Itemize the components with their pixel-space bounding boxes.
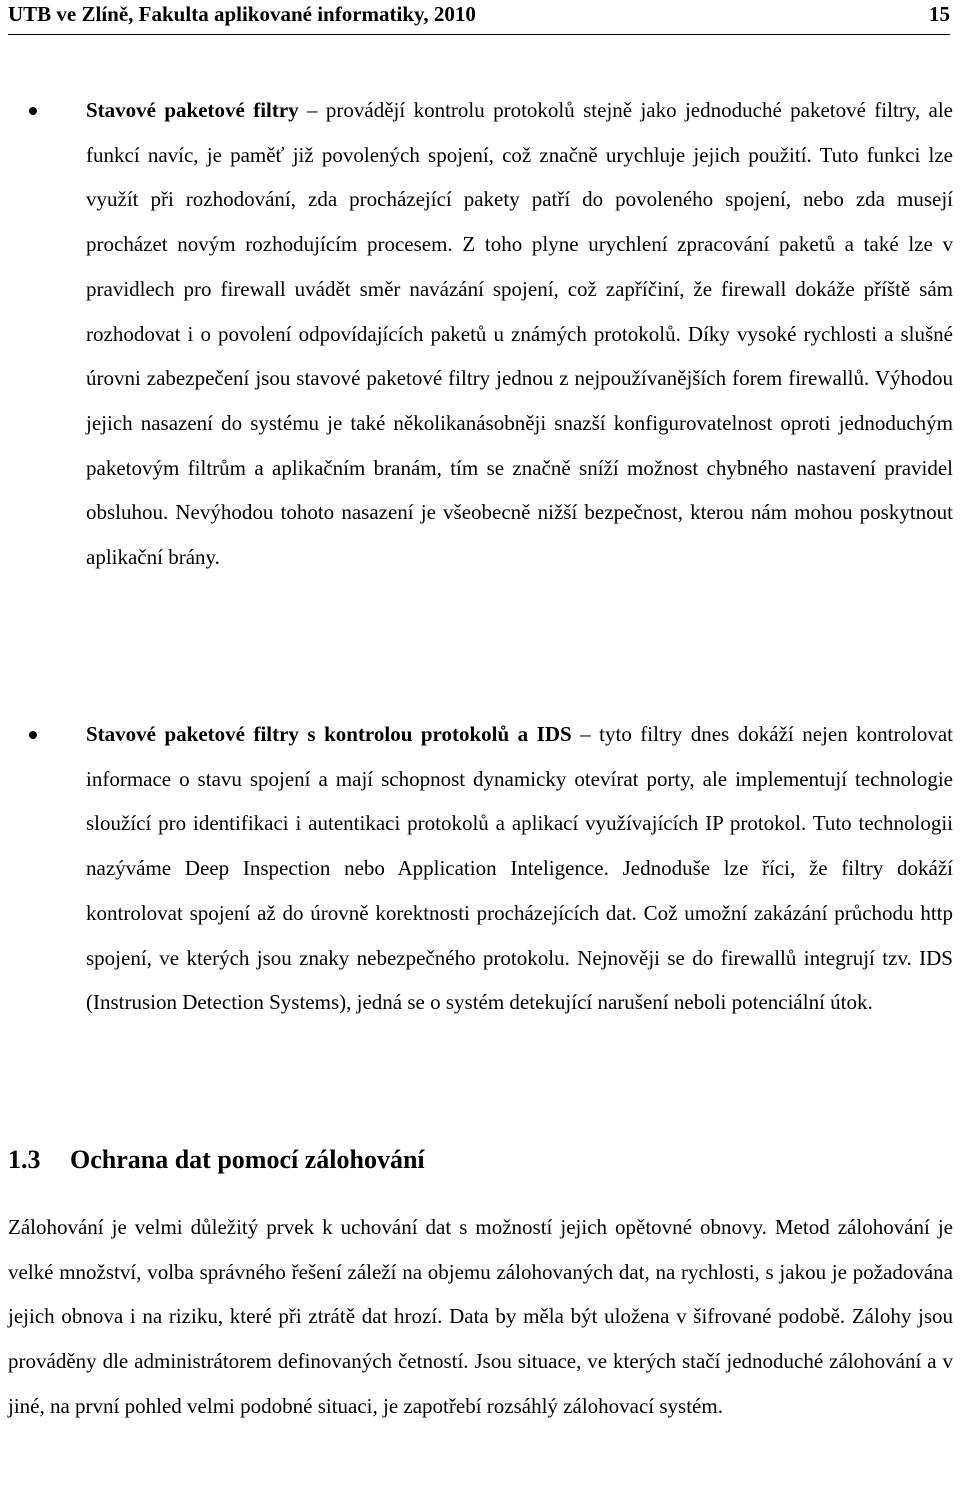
bullet-term: Stavové paketové filtry s kontrolou protokolů a IDS <box>86 722 572 746</box>
bullet-icon <box>29 107 37 115</box>
body-paragraph: Zálohování je velmi důležitý prvek k uchování dat s možností jejich opětovné obnovy. Metod zálohování je velké množství, volba správného řešení záleží na objemu zálohovaných dat, na rychlosti, s jakou je požadována jejich obnova i na riziku, které při ztrátě dat hrozí. Data by měla být uložena v šifrované podobě. Zálohy jsou prováděny dle administrátorem definovaných četností. Jsou situace, ve kterých stačí jednoduché zálohování a v jiné, na první pohled velmi podobné situaci, je zapotřebí rozsáhlý zálohovací systém. <box>8 1215 953 1418</box>
bullet-item-stateful-filters <box>86 88 953 580</box>
bullet-icon <box>29 731 37 739</box>
section-number: 1.3 <box>8 1145 41 1174</box>
section-title: Ochrana dat pomocí zálohování <box>70 1145 425 1174</box>
section-heading <box>8 1145 425 1175</box>
page-header <box>8 0 950 35</box>
header-title: UTB ve Zlíně, Fakulta aplikované informatiky, 2010 <box>8 2 476 26</box>
page-number: 15 <box>929 2 950 26</box>
bullet-term: Stavové paketové filtry <box>86 98 299 122</box>
bullet-text: – tyto filtry dnes dokáží nejen kontrolovat informace o stavu spojení a mají schopnost dynamicky otevírat porty, ale implementují technologie sloužící pro identifikaci i autentikaci protokolů a aplikací využívajících IP protokol. Tuto technologii nazýváme Deep Inspection nebo Application Inteligence. Jednoduše lze říci, že filtry dokáží kontrolovat spojení až do úrovně korektnosti procházejících dat. Což umožní zakázání průchodu http spojení, ve kterých jsou znaky nebezpečného protokolu. Nejnověji se do firewallů integrují tzv. IDS (Instrusion Detection Systems), jedná se o systém detekující narušení neboli potenciální útok. <box>86 722 953 1015</box>
bullet-item-stateful-filters-ids <box>86 712 953 1025</box>
bullet-text: – provádějí kontrolu protokolů stejně jako jednoduché paketové filtry, ale funkcí navíc, je paměť již povolených spojení, což značně urychluje jejich použití. Tuto funkci lze využít při rozhodování, zda procházející pakety patří do povoleného spojení, nebo zda musejí procházet novým rozhodujícím procesem. Z toho plyne urychlení zpracování paketů a také lze v pravidlech pro firewall uvádět směr navázání spojení, což zapříčiní, že firewall dokáže příště sám rozhodovat i o povolení odpovídajících paketů u známých protokolů. Díky vysoké rychlosti a slušné úrovni zabezpečení jsou stavové paketové filtry jednou z nejpoužívanějších forem firewallů. Výhodou jejich nasazení do systému je také několikanásobněji snazší konfigurovatelnost oproti jednoduchým paketovým filtrům a aplikačním branám, tím se značně sníží možnost chybného nastavení pravidel obsluhou. Nevýhodou tohoto nasazení je všeobecně nižší bezpečnost, kterou nám mohou poskytnout aplikační brány. <box>86 98 953 570</box>
